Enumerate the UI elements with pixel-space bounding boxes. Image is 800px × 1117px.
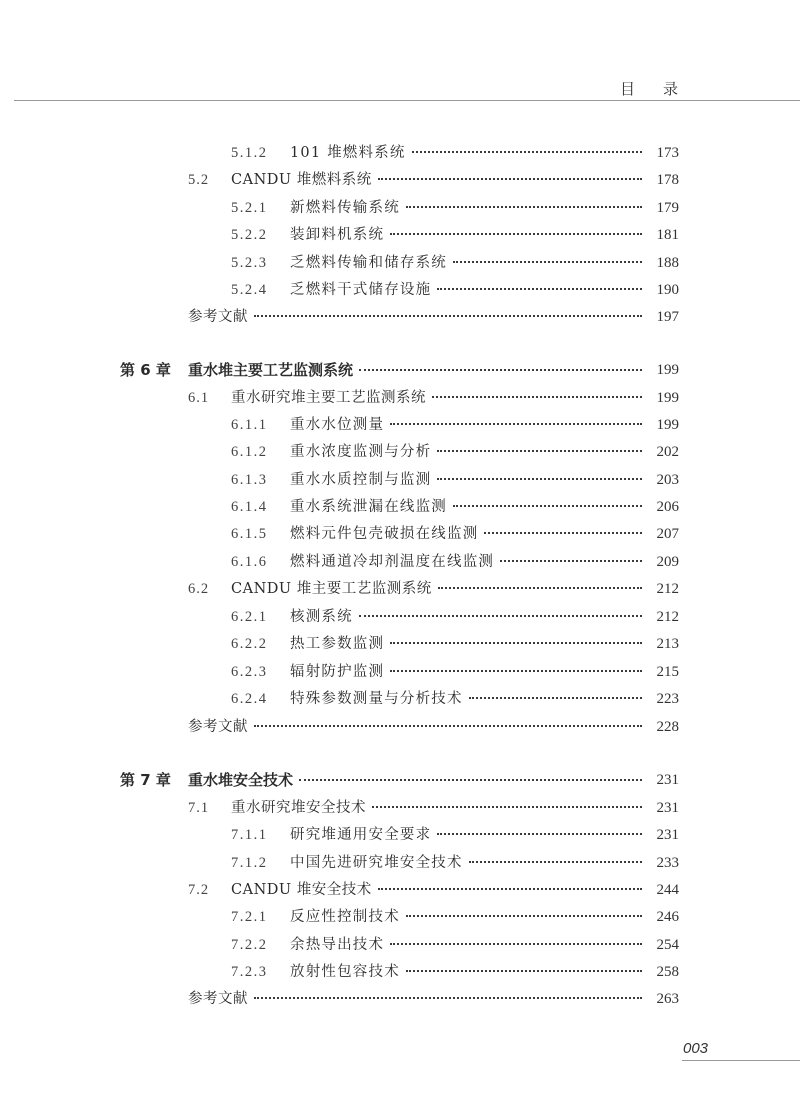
entry-title: CANDU 堆安全技术 <box>231 882 372 898</box>
entry-line <box>290 688 646 710</box>
entry-line <box>188 359 646 381</box>
header-rule <box>14 100 800 101</box>
entry-title: 装卸料机系统 <box>290 227 385 243</box>
entry-line <box>231 578 646 600</box>
entry-number: 6.2 <box>188 581 210 597</box>
entry-title: 燃料元件包壳破损在线监测 <box>290 526 479 542</box>
entry-number: 6.2.1 <box>231 609 268 625</box>
toc-entry[interactable] <box>0 279 800 301</box>
dot-leader <box>378 888 642 890</box>
entry-line <box>188 716 646 738</box>
entry-number: 7.2 <box>188 882 210 898</box>
entry-line <box>290 252 646 274</box>
entry-title: 重水堆安全技术 <box>188 771 294 789</box>
toc-entry[interactable] <box>0 169 800 191</box>
entry-page-number: 203 <box>656 472 679 488</box>
entry-page-number: 233 <box>656 855 679 871</box>
page-number: 003 <box>683 1040 709 1057</box>
toc-entry[interactable] <box>0 469 800 491</box>
entry-line <box>290 824 646 846</box>
toc-entry[interactable] <box>0 852 800 874</box>
entry-page-number: 254 <box>656 937 679 953</box>
footer-rule <box>682 1060 800 1061</box>
dot-leader <box>390 642 642 644</box>
entry-title: 乏燃料干式储存设施 <box>290 282 432 298</box>
entry-number: 7.1 <box>188 800 210 816</box>
entry-page-number: 212 <box>656 609 679 625</box>
dot-leader <box>437 478 642 480</box>
entry-line <box>290 441 646 463</box>
entry-number: 6.1.6 <box>231 554 268 570</box>
entry-line <box>290 414 646 436</box>
entry-number: 第 7 章 <box>120 771 171 789</box>
entry-number: 5.1.2 <box>231 145 268 161</box>
toc-entry[interactable] <box>0 633 800 655</box>
dot-leader <box>412 151 642 153</box>
dot-leader <box>254 315 642 317</box>
entry-page-number: 188 <box>656 255 679 271</box>
entry-page-number: 263 <box>656 991 679 1007</box>
entry-page-number: 199 <box>656 417 679 433</box>
entry-title: CANDU 堆燃料系统 <box>231 172 372 188</box>
toc-entry[interactable] <box>0 879 800 901</box>
entry-title: 燃料通道冷却剂温度在线监测 <box>290 554 495 570</box>
toc-entry[interactable] <box>0 988 800 1010</box>
running-header <box>620 78 678 99</box>
entry-number: 6.1.3 <box>231 472 268 488</box>
entry-number: 6.2.3 <box>231 664 268 680</box>
entry-title: 反应性控制技术 <box>290 909 400 925</box>
entry-line <box>290 279 646 301</box>
dot-leader <box>432 396 642 398</box>
dot-leader <box>390 943 642 945</box>
entry-title: 新燃料传输系统 <box>290 200 400 216</box>
entry-page-number: 179 <box>656 200 679 216</box>
toc-entry[interactable] <box>0 606 800 628</box>
dot-leader <box>438 587 642 589</box>
entry-line <box>290 852 646 874</box>
entry-number: 5.2 <box>188 172 210 188</box>
dot-leader <box>359 369 642 371</box>
dot-leader <box>453 261 642 263</box>
dot-leader <box>469 861 642 863</box>
entry-title: 参考文献 <box>188 991 248 1007</box>
entry-number: 6.1.1 <box>231 417 268 433</box>
toc-entry[interactable] <box>0 961 800 983</box>
toc-entry[interactable] <box>0 551 800 573</box>
entry-line <box>290 633 646 655</box>
entry-page-number: 228 <box>656 719 679 735</box>
toc-entry[interactable] <box>0 414 800 436</box>
entry-line <box>231 169 646 191</box>
entry-page-number: 231 <box>656 827 679 843</box>
entry-number: 6.1.2 <box>231 444 268 460</box>
entry-page-number: 197 <box>656 309 679 325</box>
entry-number: 7.2.3 <box>231 964 268 980</box>
dot-leader <box>254 997 642 999</box>
entry-line <box>188 988 646 1010</box>
entry-page-number: 231 <box>656 800 679 816</box>
toc-entry[interactable] <box>0 906 800 928</box>
entry-title: 重水水位测量 <box>290 417 385 433</box>
entry-number: 6.1 <box>188 390 210 406</box>
entry-page-number: 178 <box>656 172 679 188</box>
entry-number: 6.2.2 <box>231 636 268 652</box>
entry-title: 重水水质控制与监测 <box>290 472 432 488</box>
dot-leader <box>406 915 642 917</box>
entry-number: 6.1.5 <box>231 526 268 542</box>
entry-title: 参考文献 <box>188 719 248 735</box>
entry-title: 研究堆通用安全要求 <box>290 827 432 843</box>
entry-line <box>290 142 646 164</box>
entry-number: 6.2.4 <box>231 691 268 707</box>
toc-entry[interactable] <box>0 441 800 463</box>
dot-leader <box>437 833 642 835</box>
dot-leader <box>378 178 642 180</box>
entry-page-number: 258 <box>656 964 679 980</box>
entry-page-number: 199 <box>656 390 679 406</box>
entry-page-number: 190 <box>656 282 679 298</box>
toc-entry[interactable] <box>0 769 800 791</box>
entry-page-number: 206 <box>656 499 679 515</box>
entry-number: 5.2.2 <box>231 227 268 243</box>
toc-entry[interactable] <box>0 661 800 683</box>
dot-leader <box>437 450 642 452</box>
entry-title: 热工参数监测 <box>290 636 385 652</box>
entry-number: 5.2.3 <box>231 255 268 271</box>
entry-page-number: 212 <box>656 581 679 597</box>
dot-leader <box>390 670 642 672</box>
entry-line <box>290 961 646 983</box>
entry-line <box>231 879 646 901</box>
entry-title: CANDU 堆主要工艺监测系统 <box>231 581 432 597</box>
entry-line <box>290 934 646 956</box>
toc-entry[interactable] <box>0 224 800 246</box>
dot-leader <box>390 233 642 235</box>
toc-entry[interactable] <box>0 934 800 956</box>
entry-title: 余热导出技术 <box>290 937 385 953</box>
entry-number: 5.2.1 <box>231 200 268 216</box>
entry-line <box>290 469 646 491</box>
entry-line <box>290 606 646 628</box>
entry-line <box>290 551 646 573</box>
entry-number: 7.1.2 <box>231 855 268 871</box>
entry-title: 重水浓度监测与分析 <box>290 444 432 460</box>
toc-entry[interactable] <box>0 824 800 846</box>
dot-leader <box>469 697 642 699</box>
entry-title: 重水研究堆主要工艺监测系统 <box>231 390 426 406</box>
entry-title: 中国先进研究堆安全技术 <box>290 855 463 871</box>
dot-leader <box>453 505 642 507</box>
entry-title: 参考文献 <box>188 309 248 325</box>
dot-leader <box>372 806 642 808</box>
entry-line <box>290 197 646 219</box>
dot-leader <box>484 532 642 534</box>
entry-line <box>290 496 646 518</box>
entry-page-number: 202 <box>656 444 679 460</box>
entry-title: 放射性包容技术 <box>290 964 400 980</box>
entry-number: 5.2.4 <box>231 282 268 298</box>
header-char-2: 录 <box>663 80 679 98</box>
toc-entry[interactable] <box>0 496 800 518</box>
entry-number: 7.2.2 <box>231 937 268 953</box>
entry-number: 6.1.4 <box>231 499 268 515</box>
toc-entry[interactable] <box>0 142 800 164</box>
entry-title: 重水系统泄漏在线监测 <box>290 499 447 515</box>
dot-leader <box>390 423 642 425</box>
entry-page-number: 207 <box>656 526 679 542</box>
entry-number: 第 6 章 <box>120 361 171 379</box>
entry-title: 101 堆燃料系统 <box>290 145 406 161</box>
toc-entry[interactable] <box>0 197 800 219</box>
toc-entry[interactable] <box>0 688 800 710</box>
entry-page-number: 173 <box>656 145 679 161</box>
toc-entry[interactable] <box>0 252 800 274</box>
entry-page-number: 209 <box>656 554 679 570</box>
entry-page-number: 215 <box>656 664 679 680</box>
toc-entry[interactable] <box>0 306 800 328</box>
dot-leader <box>437 288 642 290</box>
entry-title: 重水堆主要工艺监测系统 <box>188 361 354 379</box>
entry-number: 7.1.1 <box>231 827 268 843</box>
dot-leader <box>406 206 642 208</box>
dot-leader <box>359 615 642 617</box>
entry-title: 乏燃料传输和储存系统 <box>290 255 447 271</box>
entry-line <box>290 224 646 246</box>
toc-entry[interactable] <box>0 523 800 545</box>
entry-page-number: 199 <box>656 362 679 378</box>
entry-line <box>290 906 646 928</box>
entry-page-number: 213 <box>656 636 679 652</box>
toc-entry[interactable] <box>0 359 800 381</box>
entry-number: 7.2.1 <box>231 909 268 925</box>
entry-title: 重水研究堆安全技术 <box>231 800 366 816</box>
entry-line <box>290 523 646 545</box>
dot-leader <box>500 560 642 562</box>
entry-page-number: 223 <box>656 691 679 707</box>
entry-line <box>290 661 646 683</box>
entry-title: 辐射防护监测 <box>290 664 385 680</box>
dot-leader <box>406 970 642 972</box>
entry-line <box>231 797 646 819</box>
toc-entry[interactable] <box>0 716 800 738</box>
dot-leader <box>254 725 642 727</box>
entry-page-number: 181 <box>656 227 679 243</box>
dot-leader <box>299 779 642 781</box>
entry-title: 特殊参数测量与分析技术 <box>290 691 463 707</box>
toc-entry[interactable] <box>0 797 800 819</box>
header-char-1: 目 <box>620 80 636 98</box>
entry-line <box>231 387 646 409</box>
entry-page-number: 244 <box>656 882 679 898</box>
entry-page-number: 231 <box>656 772 679 788</box>
entry-line <box>188 306 646 328</box>
toc-entry[interactable] <box>0 387 800 409</box>
toc-entry[interactable] <box>0 578 800 600</box>
entry-title: 核测系统 <box>290 609 353 625</box>
entry-page-number: 246 <box>656 909 679 925</box>
entry-line <box>188 769 646 791</box>
